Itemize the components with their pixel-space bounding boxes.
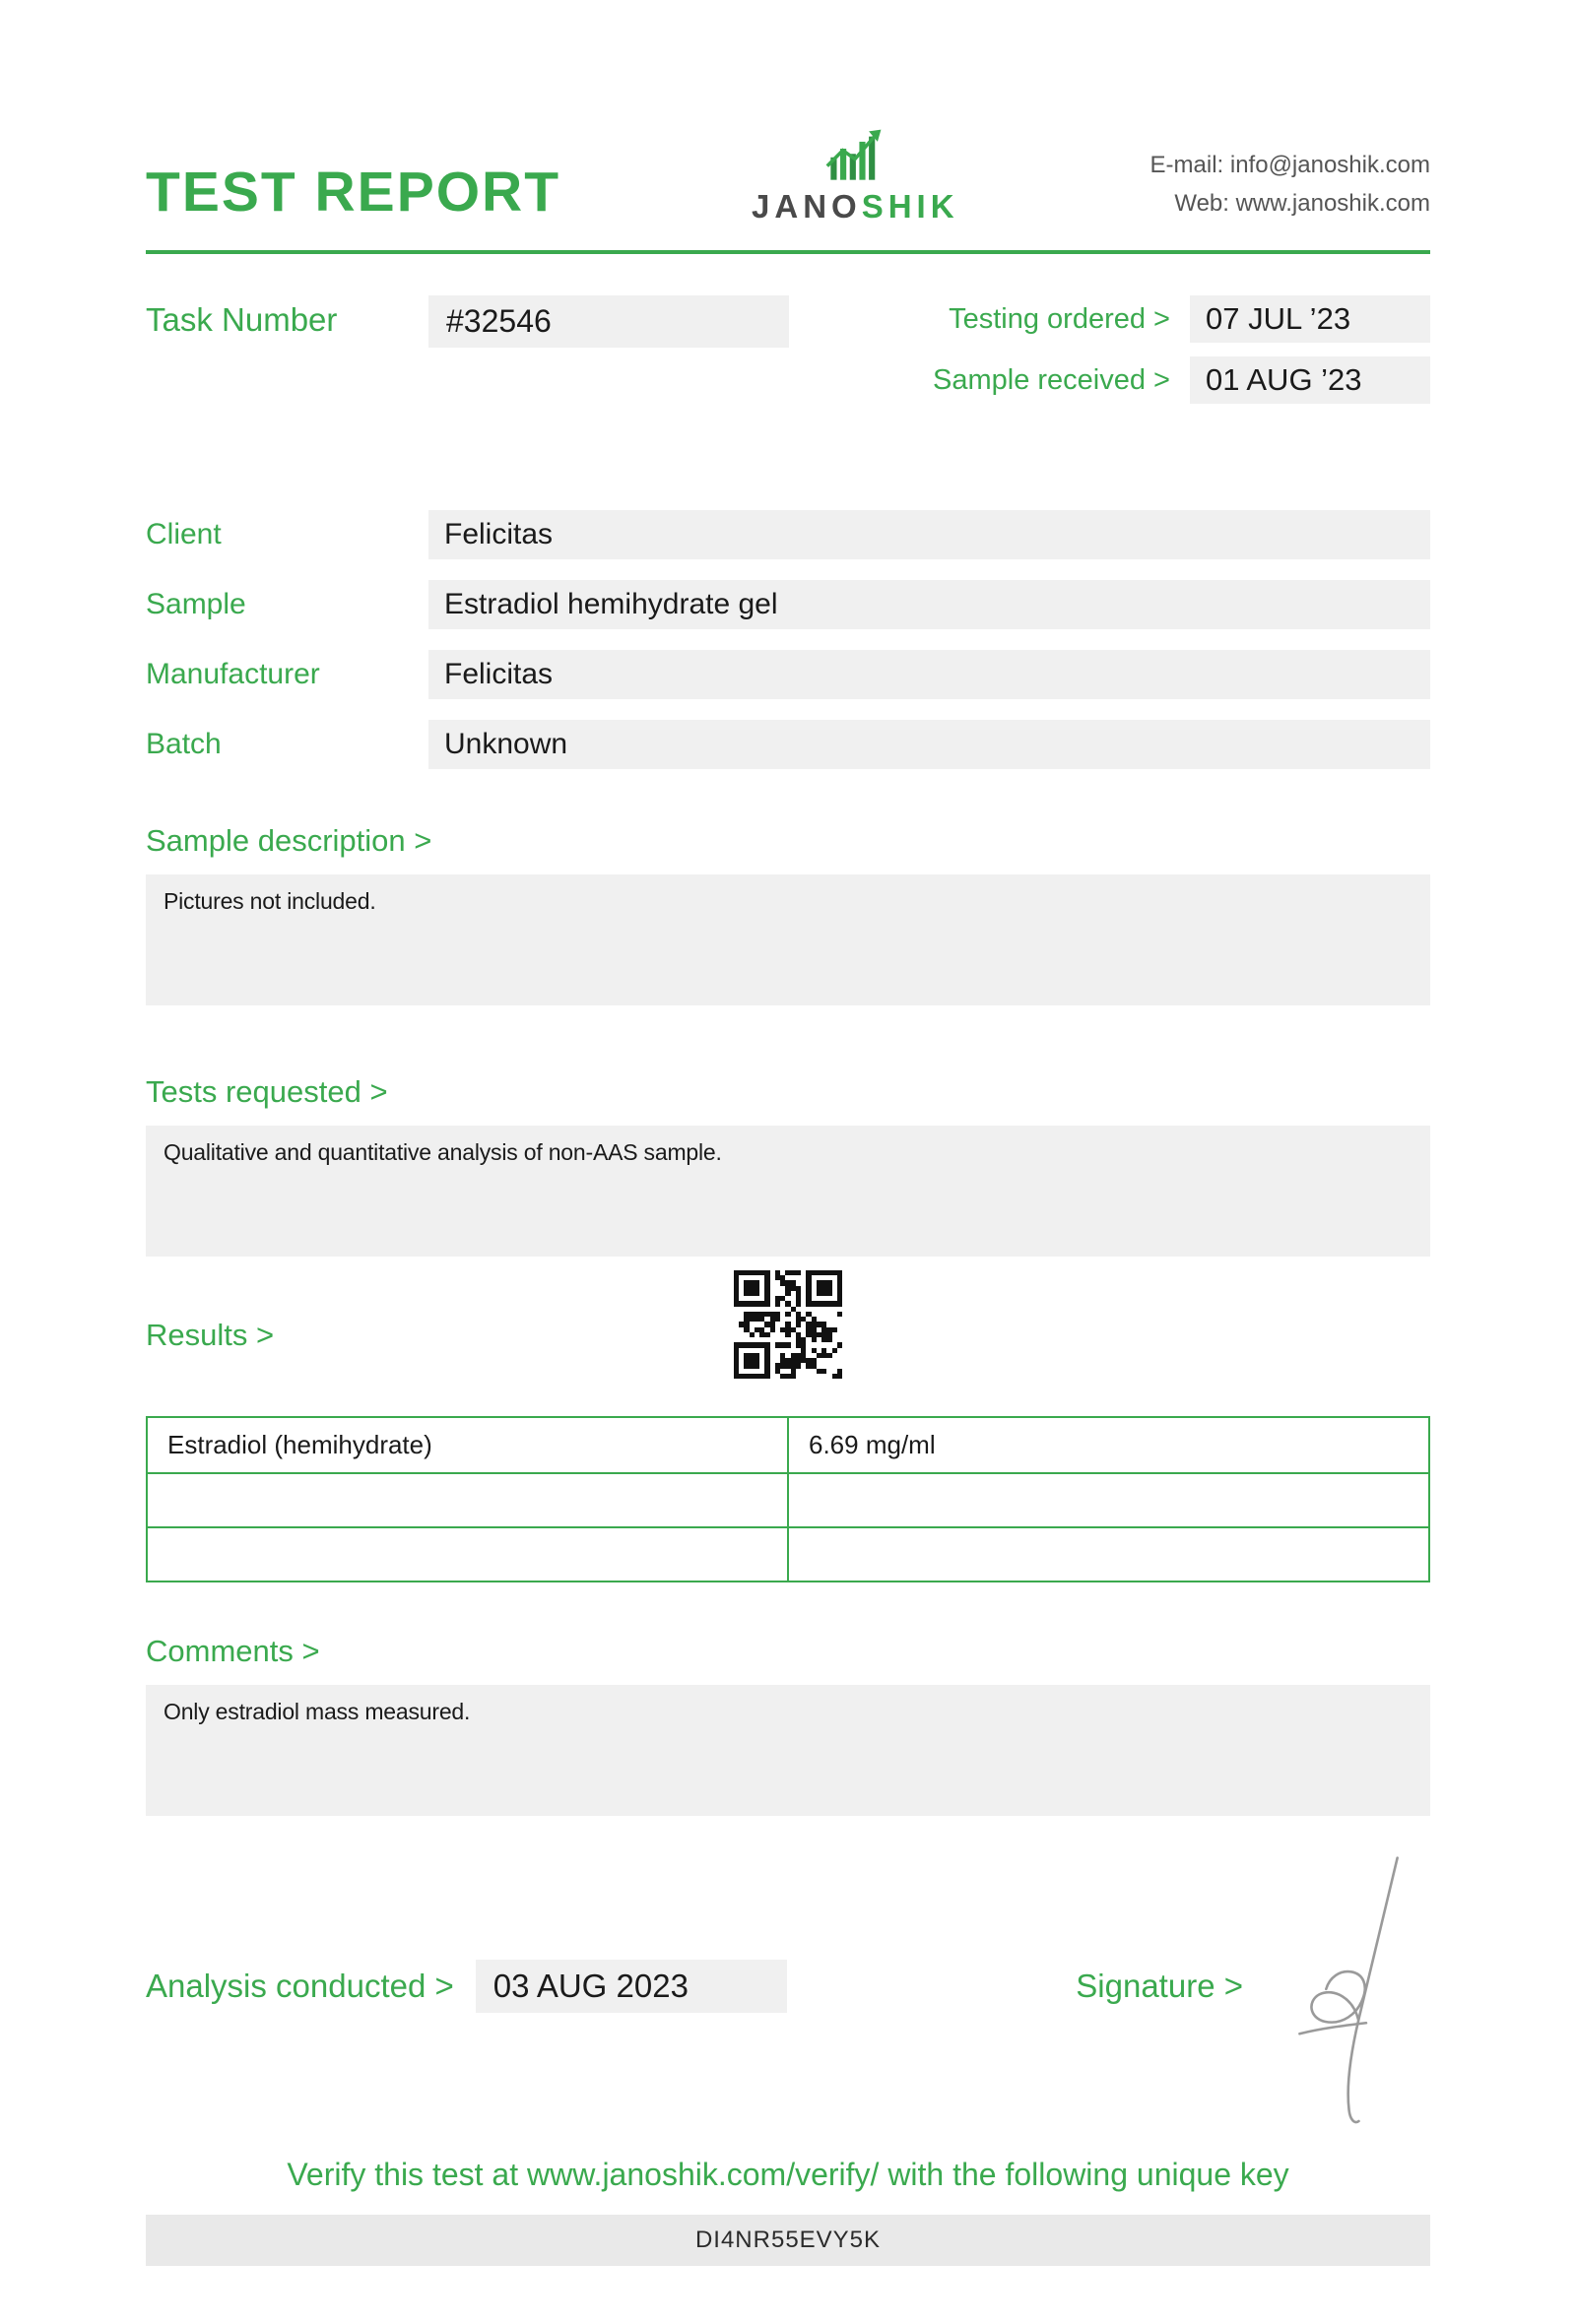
contact-email: E-mail: info@janoshik.com: [1149, 152, 1430, 179]
tests-requested-text: Qualitative and quantitative analysis of non-AAS sample.: [146, 1126, 1430, 1257]
tests-requested-label: Tests requested >: [146, 1074, 388, 1109]
qr-code: [734, 1270, 842, 1379]
sample-description-label: Sample description >: [146, 823, 432, 858]
sample-label: Sample: [146, 588, 246, 620]
detail-row-batch: [146, 720, 1430, 769]
meta-dates: [933, 295, 1430, 404]
header-divider: [146, 250, 1430, 254]
result-analyte-empty: [147, 1473, 788, 1527]
analysis-conducted-value: 03 AUG 2023: [476, 1960, 787, 2013]
comments-label: Comments >: [146, 1634, 320, 1668]
contact-web: Web: www.janoshik.com: [1174, 189, 1430, 217]
results-row-2: [147, 1473, 1429, 1527]
result-analyte: Estradiol (hemihydrate): [147, 1417, 788, 1473]
result-value: 6.69 mg/ml: [788, 1417, 1429, 1473]
testing-ordered-value: 07 JUL ’23: [1190, 295, 1430, 343]
manufacturer-value: Felicitas: [428, 650, 1430, 699]
signature-row: [1076, 1968, 1430, 2005]
comments-text: Only estradiol mass measured.: [146, 1685, 1430, 1816]
sample-description-section: [146, 823, 1430, 1005]
verify-instruction: Verify this test at www.janoshik.com/verify/ with the following unique key: [287, 2157, 1289, 2192]
client-value: Felicitas: [428, 510, 1430, 559]
results-row-3: [147, 1527, 1429, 1582]
unique-key-bar: [146, 2215, 1430, 2266]
logo-wordmark: [752, 190, 959, 223]
results-row-1: [147, 1417, 1429, 1473]
task-number-label: Task Number: [146, 301, 338, 338]
task-number-row: [146, 295, 789, 404]
comments-section: [146, 1634, 1430, 1816]
detail-row-sample: [146, 580, 1430, 629]
batch-value: Unknown: [428, 720, 1430, 769]
result-value-empty2: [788, 1527, 1429, 1582]
result-analyte-empty2: [147, 1527, 788, 1582]
sample-details: [146, 510, 1430, 769]
unique-key: DI4NR55EVY5K: [694, 2227, 882, 2253]
results-section: [146, 1318, 1430, 1582]
logo-part-green: SHIK: [861, 188, 959, 225]
testing-ordered-label: Testing ordered >: [949, 302, 1170, 335]
logo: [752, 125, 959, 225]
footer: [146, 1960, 1430, 2013]
sample-received-row: [933, 356, 1430, 404]
result-value-empty: [788, 1473, 1429, 1527]
results-table: [146, 1416, 1430, 1582]
contact-info: [1150, 147, 1430, 225]
logo-part-dark: JANO: [752, 188, 862, 225]
detail-row-manufacturer: [146, 650, 1430, 699]
testing-ordered-row: [933, 295, 1430, 343]
tests-requested-section: [146, 1074, 1430, 1257]
header: [146, 0, 1430, 225]
manufacturer-label: Manufacturer: [146, 658, 320, 690]
meta-section: [146, 295, 1430, 404]
bar-chart-up-arrow-icon: [819, 125, 891, 186]
analysis-conducted-row: [146, 1960, 787, 2013]
batch-label: Batch: [146, 728, 222, 760]
detail-row-client: [146, 510, 1430, 559]
analysis-conducted-label: Analysis conducted >: [146, 1968, 454, 2004]
sample-received-label: Sample received >: [933, 363, 1170, 396]
sample-received-value: 01 AUG ’23: [1190, 356, 1430, 404]
sample-description-text: Pictures not included.: [146, 874, 1430, 1005]
page-title: TEST REPORT: [146, 161, 561, 224]
results-label: Results >: [146, 1318, 275, 1352]
signature-label: Signature >: [1076, 1968, 1243, 2004]
client-label: Client: [146, 518, 222, 550]
task-number-value: #32546: [428, 295, 789, 348]
sample-value: Estradiol hemihydrate gel: [428, 580, 1430, 629]
